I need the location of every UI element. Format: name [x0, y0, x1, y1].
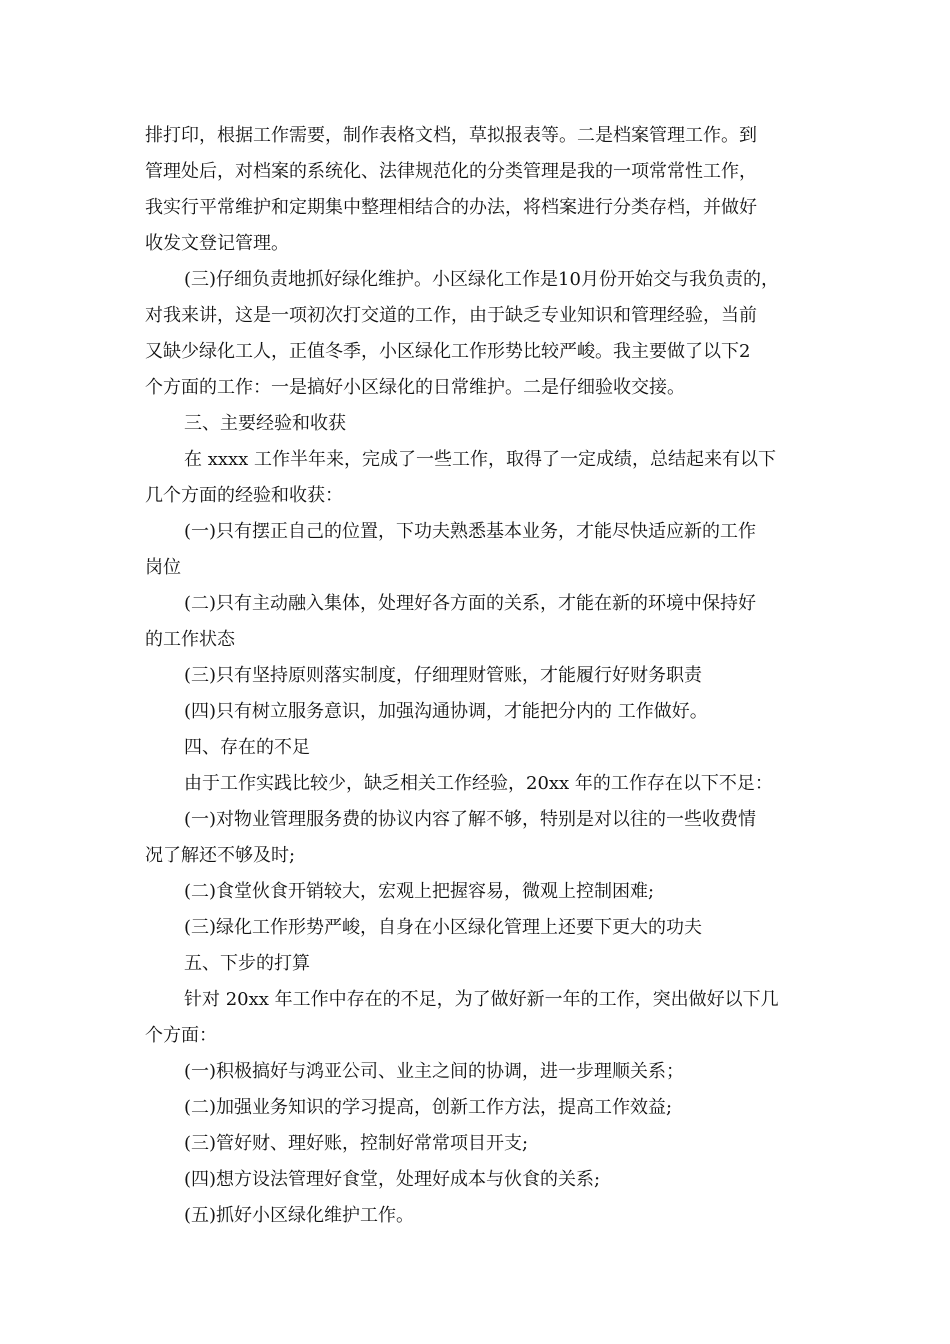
text-line: (一)对物业管理服务费的协议内容了解不够，特别是对以往的一些收费情 [184, 809, 757, 830]
text-line: 管理处后，对档案的系统化、法律规范化的分类管理是我的一项常常性工作， [145, 161, 757, 182]
text-line: (四)想方设法管理好食堂，处理好成本与伙食的关系; [184, 1169, 601, 1190]
text-line: (三)管好财、理好账，控制好常常项目开支; [184, 1133, 529, 1154]
text-line: 排打印，根据工作需要，制作表格文档，草拟报表等。二是档案管理工作。到 [145, 125, 757, 146]
text-line: 个方面： [145, 1025, 217, 1046]
text-line: (三)只有坚持原则落实制度，仔细理财管账，才能履行好财务职责 [184, 665, 703, 686]
text-line: 对我来讲，这是一项初次打交道的工作，由于缺乏专业知识和管理经验，当前 [145, 305, 757, 326]
text-line: 个方面的工作：一是搞好小区绿化的日常维护。二是仔细验收交接。 [145, 377, 685, 398]
text-line: (二)加强业务知识的学习提高，创新工作方法，提高工作效益; [184, 1097, 673, 1118]
document-body [145, 118, 815, 1234]
text-line: 岗位 [145, 557, 181, 578]
text-line: 况了解还不够及时; [145, 845, 296, 866]
text-line: (四)只有树立服务意识，加强沟通协调，才能把分内的 工作做好。 [184, 701, 708, 722]
text-line: 四、存在的不足 [184, 737, 310, 758]
text-line: 几个方面的经验和收获： [145, 485, 343, 506]
text-line: (一)只有摆正自己的位置，下功夫熟悉基本业务，才能尽快适应新的工作 [184, 521, 757, 542]
text-line: (一)积极搞好与鸿亚公司、业主之间的协调，进一步理顺关系； [184, 1061, 685, 1082]
text-line: 在 xxxx 工作半年来，完成了一些工作，取得了一定成绩，总结起来有以下 [184, 449, 777, 470]
text-line: 针对 20xx 年工作中存在的不足，为了做好新一年的工作，突出做好以下几 [184, 989, 779, 1010]
text-line: 三、主要经验和收获 [184, 413, 346, 434]
text-line: 又缺少绿化工人，正值冬季，小区绿化工作形势比较严峻。我主要做了以下2 [145, 341, 751, 362]
text-line: (三)仔细负责地抓好绿化维护。小区绿化工作是10月份开始交与我负责的， [184, 269, 779, 290]
text-line: 我实行平常维护和定期集中整理相结合的办法，将档案进行分类存档，并做好 [145, 197, 757, 218]
text-line: (三)绿化工作形势严峻，自身在小区绿化管理上还要下更大的功夫 [184, 917, 703, 938]
text-line: (二)食堂伙食开销较大，宏观上把握容易，微观上控制困难; [184, 881, 655, 902]
text-line: (二)只有主动融入集体，处理好各方面的关系，才能在新的环境中保持好 [184, 593, 757, 614]
text-line: 由于工作实践比较少，缺乏相关工作经验，20xx 年的工作存在以下不足： [184, 773, 773, 794]
text-line: 收发文登记管理。 [145, 233, 289, 254]
text-line: (五)抓好小区绿化维护工作。 [184, 1205, 415, 1226]
text-line: 的工作状态 [145, 629, 235, 650]
text-line: 五、下步的打算 [184, 953, 310, 974]
